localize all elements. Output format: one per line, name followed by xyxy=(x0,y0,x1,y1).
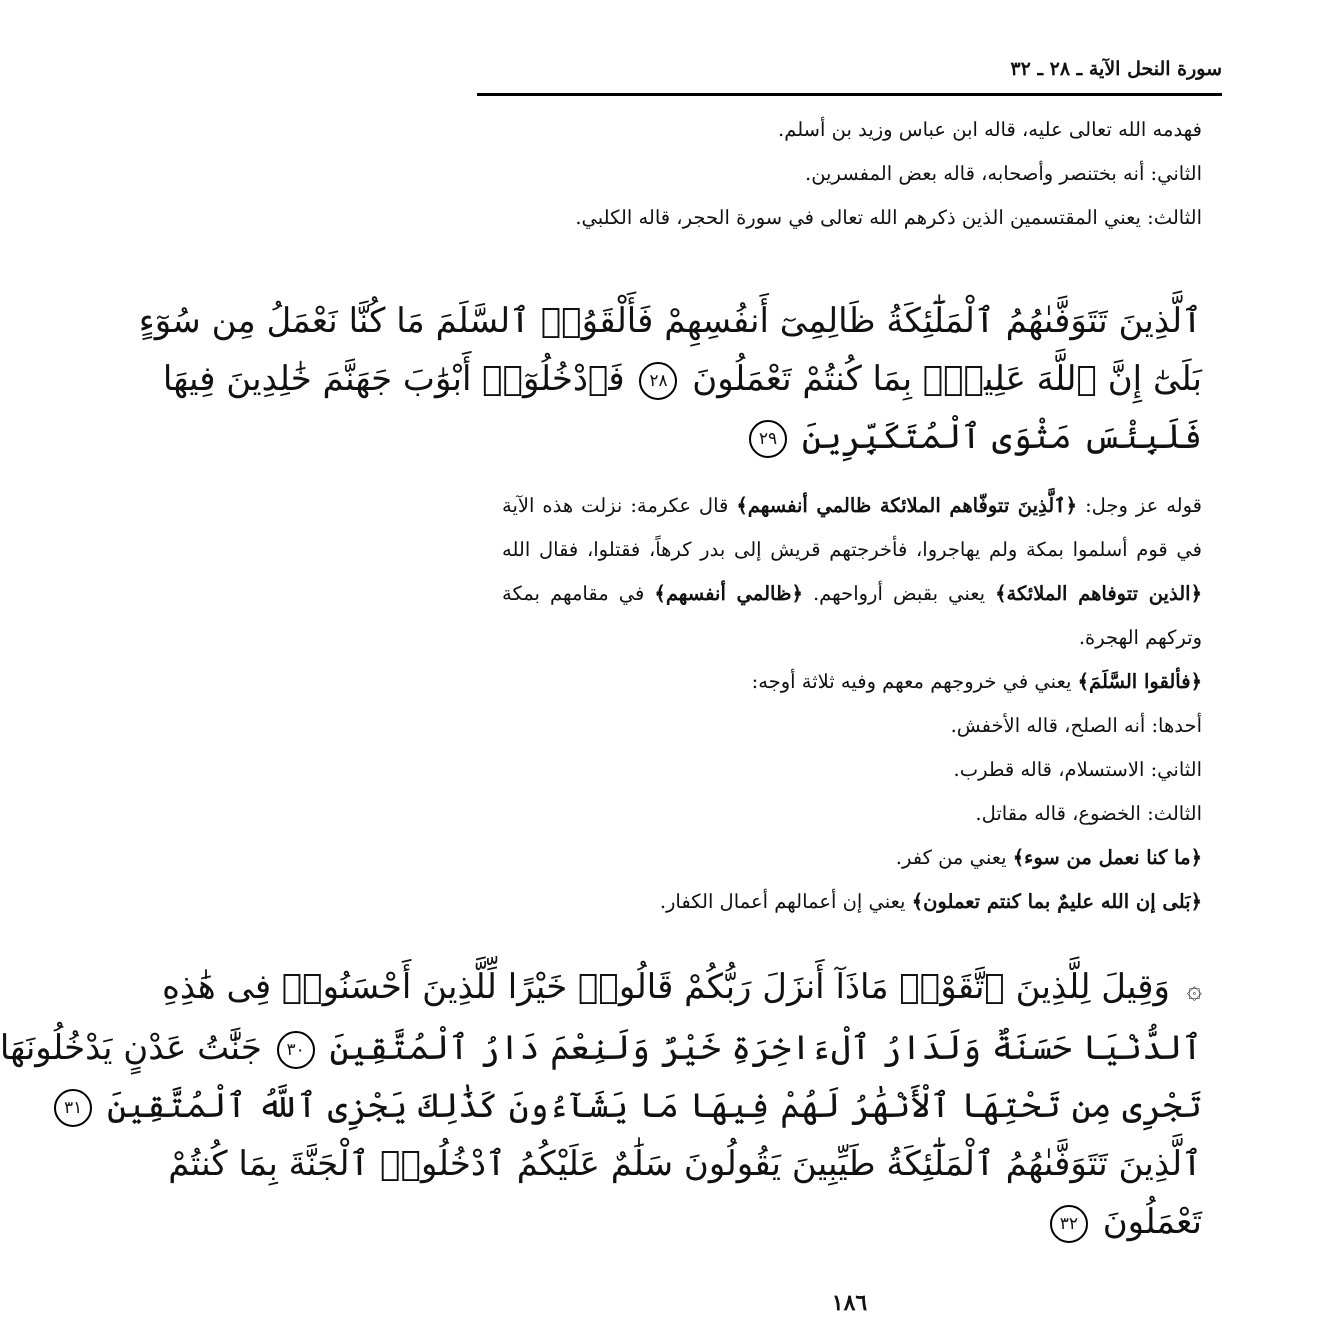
verse-text: فَلَبِئْسَ مَثْوَى ٱلْمُتَكَبِّرِينَ xyxy=(801,417,1202,457)
header-title: سورة النحل الآية ـ ٢٨ ـ ٣٢ xyxy=(1010,58,1222,80)
ayah-number-28: ٢٨ xyxy=(639,362,677,400)
verse-text: وَقِيلَ لِلَّذِينَ ٱتَّقَوْا۟ مَاذَآ أَنزَلَ رَبُّكُمْ قَالُوا۟ خَيْرًا لِّلَّذِينَ أَحْسَنُوا۟ فِى هَٰذِهِ xyxy=(162,967,1170,1007)
quran-verse-block-1 xyxy=(138,292,1202,466)
verse-text: فَٱدْخُلُوٓا۟ أَبْوَٰبَ جَهَنَّمَ خَٰلِدِينَ فِيهَا xyxy=(162,359,625,399)
text-run: يعني من كفر. xyxy=(895,846,1013,869)
commentary-line: فهدمه الله تعالى عليه، قاله ابن عباس وزيد بن أسلم. xyxy=(778,118,1202,141)
verse-text: تَجْرِى مِن تَحْتِهَا ٱلْأَنْهَٰرُ لَهُمْ فِيهَا مَا يَشَآءُونَ كَذَٰلِكَ يَجْزِى ٱللَّهُ ٱلْمُتَّقِينَ xyxy=(106,1086,1202,1126)
commentary-block-2 xyxy=(502,484,1202,924)
verse-text: بَلَىٰٓ إِنَّ ٱللَّهَ عَلِيمٌۢ بِمَا كُنتُمْ تَعْمَلُونَ xyxy=(692,359,1202,399)
verse-line: ٱلَّذِينَ تَتَوَفَّىٰهُمُ ٱلْمَلَٰٓئِكَةُ ظَالِمِىٓ أَنفُسِهِمْ فَأَلْقَوُا۟ ٱلسَّلَمَ مَا كُنَّا نَعْمَلُ مِن سُوٓءٍ xyxy=(138,301,1202,341)
verse-text: جَنَّٰتُ عَدْنٍ يَدْخُلُونَهَا xyxy=(0,1028,262,1068)
commentary-line: أحدها: أنه الصلح، قاله الأخفش. xyxy=(950,714,1202,737)
ayah-number-32: ٣٢ xyxy=(1050,1205,1088,1243)
page-number: ١٨٦ xyxy=(831,1290,868,1316)
verse-line: ٱلَّذِينَ تَتَوَفَّىٰهُمُ ٱلْمَلَٰٓئِكَةُ طَيِّبِينَ يَقُولُونَ سَلَٰمٌ عَلَيْكُمُ ٱدْخُلُوا۟ ٱلْجَنَّةَ بِمَا كُنتُمْ xyxy=(168,1144,1202,1184)
quoted-verse: ﴿ظالمي أنفسهم﴾ xyxy=(654,582,803,605)
verse-line xyxy=(0,1019,1202,1077)
quran-verse-block-2 xyxy=(0,958,1202,1251)
rub-el-hizb-icon: ۞ xyxy=(1186,975,1202,1005)
quoted-verse: ﴿الذين تتوفاهم الملائكة﴾ xyxy=(995,582,1202,605)
verse-line xyxy=(492,408,1202,466)
verse-line xyxy=(492,1193,1202,1251)
verse-text: تَعْمَلُونَ xyxy=(1102,1202,1202,1242)
commentary-line: الثالث: يعني المقتسمين الذين ذكرهم الله تعالى في سورة الحجر، قاله الكلبي. xyxy=(575,206,1202,229)
verse-line xyxy=(162,350,1202,408)
verse-line xyxy=(63,1077,1202,1135)
commentary-paragraph xyxy=(502,836,1202,880)
commentary-line: الثالث: الخضوع، قاله مقاتل. xyxy=(975,802,1202,825)
header-rule xyxy=(477,93,1222,96)
ayah-number-30: ٣٠ xyxy=(277,1031,315,1069)
text-run: قال عكرمة: نزلت هذه الآية في قوم أسلموا بمكة ولم يهاجروا، فأخرجتهم قريش إلى بدر كرهاً، فقتلوا، فقال الله xyxy=(502,494,1202,561)
ayah-number-31: ٣١ xyxy=(54,1089,92,1127)
text-run: يعني إن أعمالهم أعمال الكفار. xyxy=(659,890,912,913)
text-run: يعني في خروجهم معهم وفيه ثلاثة أوجه: xyxy=(751,670,1078,693)
commentary-paragraph xyxy=(502,484,1202,660)
quoted-verse: ﴿ما كنا نعمل من سوء﴾ xyxy=(1012,846,1202,869)
text-run: في مقامهم بمكة وتركهم الهجرة. xyxy=(502,582,1202,649)
running-header xyxy=(477,58,1222,94)
verse-text: ٱلدُّنْيَا حَسَنَةٌ وَلَدَارُ ٱلْءَاخِرَةِ خَيْرٌ وَلَنِعْمَ دَارُ ٱلْمُتَّقِينَ xyxy=(329,1028,1202,1068)
ayah-number-29: ٢٩ xyxy=(749,420,787,458)
commentary-line: الثاني: الاستسلام، قاله قطرب. xyxy=(953,758,1202,781)
text-run: يعني بقبض أرواحهم. xyxy=(802,582,996,605)
quoted-verse: ﴿بَلى إن الله عليمٌ بما كنتم تعملون﴾ xyxy=(911,890,1202,913)
verse-line xyxy=(162,958,1202,1019)
commentary-block-1 xyxy=(502,108,1202,240)
commentary-paragraph xyxy=(502,660,1202,704)
commentary-paragraph xyxy=(502,880,1202,924)
text-run: قوله عز وجل: xyxy=(1077,494,1202,517)
commentary-line: الثاني: أنه بختنصر وأصحابه، قاله بعض المفسرين. xyxy=(805,162,1202,185)
quoted-verse: ﴿فألقوا السَّلَمَ﴾ xyxy=(1077,670,1202,693)
quoted-verse: ﴿ٱلَّذِينَ تتوفّاهم الملائكة ظالمي أنفسهم﴾ xyxy=(736,494,1078,517)
